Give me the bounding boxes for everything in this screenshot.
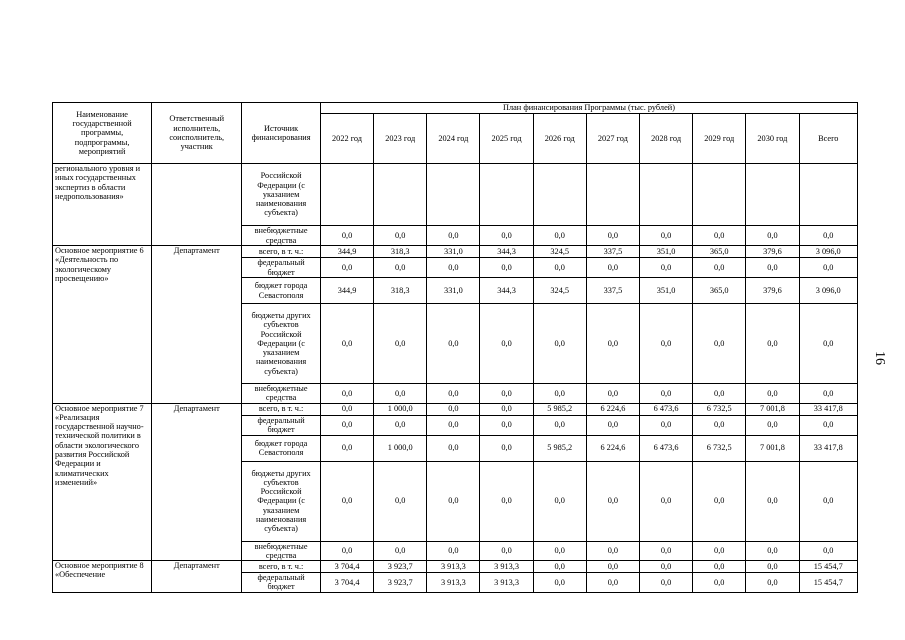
funding-source: бюджет города Севастополя (242, 435, 321, 461)
value-cell: 0,0 (746, 461, 799, 541)
responsible-executor: Департамент (152, 246, 242, 404)
value-cell: 0,0 (639, 541, 692, 561)
value-cell: 0,0 (586, 304, 639, 384)
value-cell: 0,0 (586, 258, 639, 278)
value-cell: 318,3 (374, 278, 427, 304)
value-cell: 0,0 (639, 461, 692, 541)
value-cell: 5 985,2 (533, 435, 586, 461)
value-cell (693, 164, 746, 226)
value-cell: 344,3 (480, 278, 533, 304)
value-cell: 351,0 (639, 246, 692, 258)
value-cell: 0,0 (746, 561, 799, 573)
value-cell: 6 224,6 (586, 403, 639, 415)
value-cell: 0,0 (746, 415, 799, 435)
funding-source: всего, в т. ч.: (242, 561, 321, 573)
header-year: Всего (799, 114, 858, 164)
funding-source: внебюджетные средства (242, 541, 321, 561)
value-cell: 7 001,8 (746, 435, 799, 461)
header-plan-title: План финансирования Программы (тыс. рублей) (320, 103, 857, 114)
value-cell: 0,0 (480, 384, 533, 404)
value-cell: 0,0 (533, 573, 586, 593)
header-year: 2030 год (746, 114, 799, 164)
value-total: 0,0 (799, 304, 858, 384)
value-cell: 0,0 (639, 561, 692, 573)
value-cell: 0,0 (693, 258, 746, 278)
table-row (53, 403, 858, 415)
value-cell: 3 913,3 (427, 561, 480, 573)
value-cell: 0,0 (480, 541, 533, 561)
value-cell (586, 164, 639, 226)
value-cell: 379,6 (746, 246, 799, 258)
value-cell: 0,0 (427, 258, 480, 278)
value-cell: 6 732,5 (693, 435, 746, 461)
value-cell: 0,0 (746, 226, 799, 246)
funding-source: всего, в т. ч.: (242, 403, 321, 415)
value-cell: 0,0 (693, 304, 746, 384)
value-cell: 0,0 (586, 541, 639, 561)
value-total (799, 164, 858, 226)
value-cell: 0,0 (533, 226, 586, 246)
value-cell: 0,0 (746, 541, 799, 561)
funding-source: бюджеты других субъектов Российской Федерации (с указанием наименования субъекта) (242, 304, 321, 384)
value-cell: 0,0 (746, 258, 799, 278)
table-row (53, 246, 858, 258)
funding-source: внебюджетные средства (242, 226, 321, 246)
responsible-executor: Департамент (152, 403, 242, 561)
value-cell: 0,0 (586, 384, 639, 404)
funding-source: внебюджетные средства (242, 384, 321, 404)
value-cell (746, 164, 799, 226)
funding-source: бюджеты других субъектов Российской Федерации (с указанием наименования субъекта) (242, 461, 321, 541)
value-cell: 6 473,6 (639, 403, 692, 415)
funding-source: бюджет города Севастополя (242, 278, 321, 304)
value-cell: 365,0 (693, 246, 746, 258)
value-cell: 0,0 (480, 226, 533, 246)
value-cell: 0,0 (533, 384, 586, 404)
value-cell: 3 923,7 (374, 573, 427, 593)
table-row (53, 164, 858, 226)
funding-source: федеральный бюджет (242, 415, 321, 435)
value-cell: 0,0 (320, 415, 373, 435)
value-cell: 0,0 (320, 258, 373, 278)
value-cell: 0,0 (586, 561, 639, 573)
value-cell: 0,0 (639, 258, 692, 278)
value-cell: 1 000,0 (374, 403, 427, 415)
value-cell: 331,0 (427, 278, 480, 304)
value-cell: 0,0 (639, 304, 692, 384)
funding-source: Российской Федерации (с указанием наименования субъекта) (242, 164, 321, 226)
value-cell: 0,0 (427, 226, 480, 246)
value-cell: 344,9 (320, 278, 373, 304)
value-cell: 344,9 (320, 246, 373, 258)
value-cell: 0,0 (693, 384, 746, 404)
value-cell: 0,0 (427, 541, 480, 561)
value-cell: 6 732,5 (693, 403, 746, 415)
table-header (53, 103, 858, 164)
value-cell: 5 985,2 (533, 403, 586, 415)
value-cell (427, 164, 480, 226)
value-cell: 0,0 (533, 541, 586, 561)
value-total: 3 096,0 (799, 278, 858, 304)
funding-source: федеральный бюджет (242, 573, 321, 593)
header-year: 2025 год (480, 114, 533, 164)
value-cell: 0,0 (586, 461, 639, 541)
value-cell: 0,0 (639, 384, 692, 404)
value-cell: 337,5 (586, 246, 639, 258)
value-cell: 3 923,7 (374, 561, 427, 573)
value-cell: 318,3 (374, 246, 427, 258)
value-cell: 0,0 (374, 461, 427, 541)
value-cell: 0,0 (480, 461, 533, 541)
value-cell: 0,0 (427, 384, 480, 404)
value-total: 0,0 (799, 415, 858, 435)
value-cell: 0,0 (746, 573, 799, 593)
value-cell: 3 704,4 (320, 573, 373, 593)
financing-table (52, 102, 858, 593)
value-cell: 0,0 (746, 304, 799, 384)
value-cell (320, 164, 373, 226)
value-cell: 365,0 (693, 278, 746, 304)
header-year: 2023 год (374, 114, 427, 164)
header-year: 2028 год (639, 114, 692, 164)
value-cell: 0,0 (533, 415, 586, 435)
table-row (53, 561, 858, 573)
value-cell: 0,0 (480, 415, 533, 435)
value-cell: 0,0 (374, 541, 427, 561)
header-source: Источник финансирования (242, 103, 321, 164)
value-cell: 0,0 (639, 415, 692, 435)
value-cell: 0,0 (693, 226, 746, 246)
value-total: 15 454,7 (799, 573, 858, 593)
value-cell: 3 704,4 (320, 561, 373, 573)
value-cell: 7 001,8 (746, 403, 799, 415)
value-cell: 0,0 (374, 226, 427, 246)
funding-source: всего, в т. ч.: (242, 246, 321, 258)
header-year: 2024 год (427, 114, 480, 164)
value-cell: 0,0 (693, 415, 746, 435)
value-total: 33 417,8 (799, 403, 858, 415)
value-cell: 1 000,0 (374, 435, 427, 461)
value-total: 15 454,7 (799, 561, 858, 573)
value-cell: 0,0 (427, 435, 480, 461)
value-cell: 0,0 (639, 226, 692, 246)
value-cell: 337,5 (586, 278, 639, 304)
value-cell: 0,0 (586, 226, 639, 246)
value-cell: 0,0 (320, 435, 373, 461)
value-cell: 351,0 (639, 278, 692, 304)
value-cell: 0,0 (533, 561, 586, 573)
value-cell: 0,0 (533, 461, 586, 541)
measure-name: Основное мероприятие 7 «Реализация государственной научно-технической политики в области экологического развития Российской Федерации и климатических изменений» (53, 403, 152, 561)
value-total: 33 417,8 (799, 435, 858, 461)
value-cell (639, 164, 692, 226)
value-cell: 0,0 (427, 304, 480, 384)
value-cell (533, 164, 586, 226)
value-cell: 0,0 (320, 304, 373, 384)
value-cell: 0,0 (427, 403, 480, 415)
value-cell: 3 913,3 (427, 573, 480, 593)
value-cell: 344,3 (480, 246, 533, 258)
header-responsible: Ответственный исполнитель, соисполнитель, участник (152, 103, 242, 164)
value-total: 0,0 (799, 384, 858, 404)
value-cell: 0,0 (320, 541, 373, 561)
value-cell: 0,0 (427, 415, 480, 435)
value-cell: 0,0 (746, 384, 799, 404)
value-total: 0,0 (799, 226, 858, 246)
page-number: 16 (872, 351, 887, 365)
value-cell: 0,0 (480, 403, 533, 415)
value-cell: 0,0 (480, 258, 533, 278)
value-cell: 0,0 (374, 384, 427, 404)
measure-name: Основное мероприятие 8 «Обеспечение (53, 561, 152, 593)
value-cell: 0,0 (533, 258, 586, 278)
value-cell: 6 224,6 (586, 435, 639, 461)
value-cell: 6 473,6 (639, 435, 692, 461)
value-cell: 0,0 (320, 226, 373, 246)
value-total: 0,0 (799, 258, 858, 278)
value-cell: 0,0 (586, 573, 639, 593)
value-cell: 0,0 (320, 403, 373, 415)
value-cell: 0,0 (427, 461, 480, 541)
value-total: 0,0 (799, 541, 858, 561)
measure-name: регионального уровня и иных государственных экспертиз в области недропользования» (53, 164, 152, 246)
funding-source: федеральный бюджет (242, 258, 321, 278)
value-cell: 0,0 (693, 541, 746, 561)
responsible-executor: Департамент (152, 561, 242, 593)
header-year: 2027 год (586, 114, 639, 164)
value-total: 3 096,0 (799, 246, 858, 258)
value-cell: 0,0 (320, 461, 373, 541)
header-name: Наименование государственной программы, подпрограммы, мероприятий (53, 103, 152, 164)
value-cell: 331,0 (427, 246, 480, 258)
header-year: 2026 год (533, 114, 586, 164)
value-cell (374, 164, 427, 226)
value-cell (480, 164, 533, 226)
value-cell: 324,5 (533, 246, 586, 258)
value-cell: 0,0 (586, 415, 639, 435)
value-cell: 379,6 (746, 278, 799, 304)
measure-name: Основное мероприятие 6 «Деятельность по экологическому просвещению» (53, 246, 152, 404)
header-year: 2029 год (693, 114, 746, 164)
header-year: 2022 год (320, 114, 373, 164)
value-cell: 0,0 (320, 384, 373, 404)
responsible-executor (152, 164, 242, 246)
value-cell: 3 913,3 (480, 573, 533, 593)
value-cell: 3 913,3 (480, 561, 533, 573)
value-cell: 0,0 (693, 573, 746, 593)
value-cell: 0,0 (533, 304, 586, 384)
value-cell: 0,0 (639, 573, 692, 593)
value-cell: 0,0 (693, 461, 746, 541)
value-cell: 0,0 (480, 435, 533, 461)
value-cell: 0,0 (693, 561, 746, 573)
value-cell: 0,0 (374, 415, 427, 435)
value-cell: 0,0 (480, 304, 533, 384)
value-total: 0,0 (799, 461, 858, 541)
value-cell: 0,0 (374, 304, 427, 384)
value-cell: 324,5 (533, 278, 586, 304)
value-cell: 0,0 (374, 258, 427, 278)
